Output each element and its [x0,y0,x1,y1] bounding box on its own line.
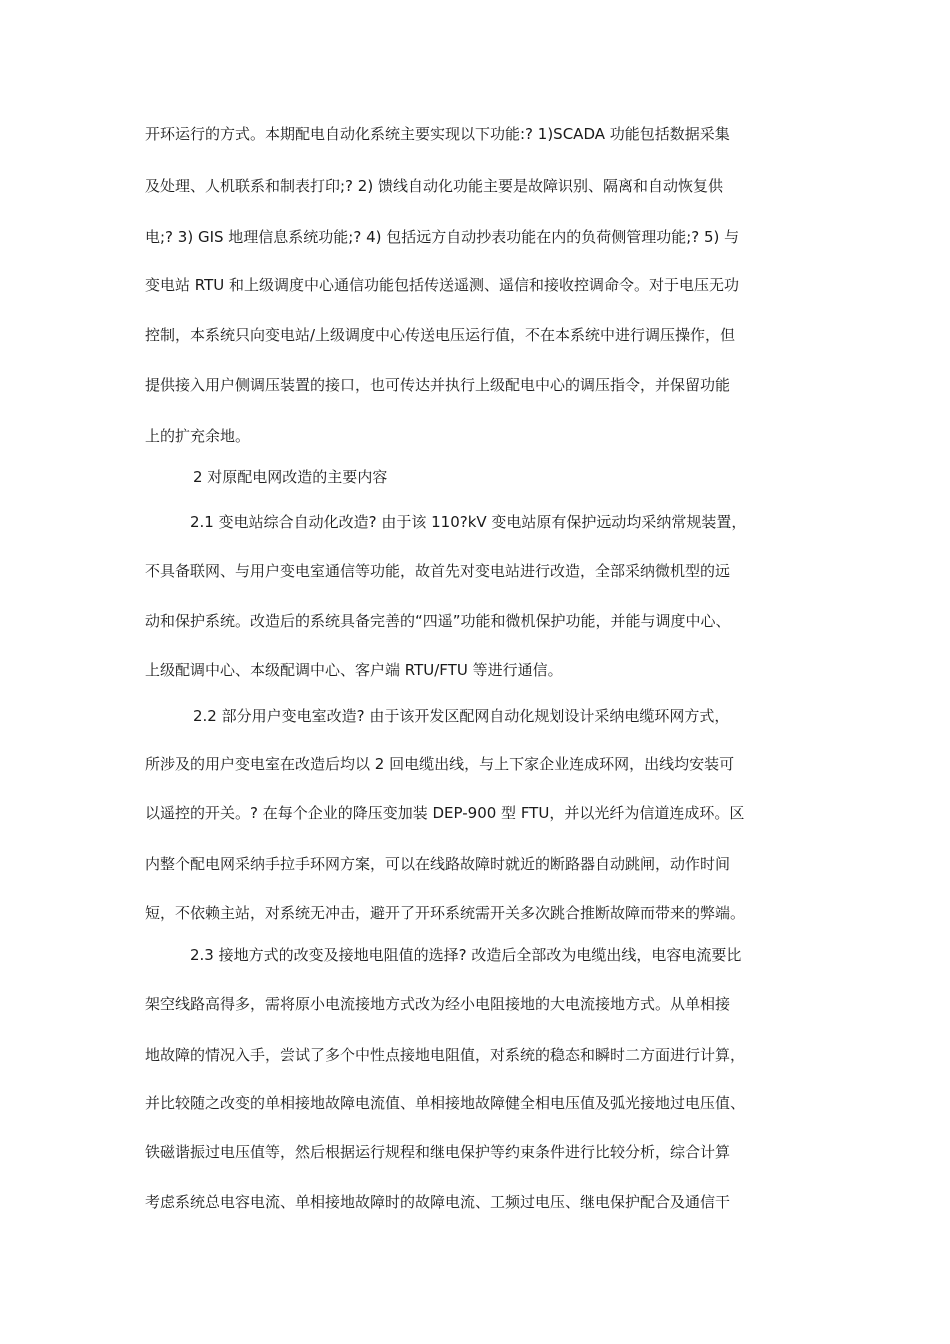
paragraph-2-3-line-6: 考虑系统总电容电流、单相接地故障时的故障电流、工频过电压、继电保护配合及通信干 [145,1193,731,1211]
paragraph-2-2-line-1: 2.2 部分用户变电室改造? 由于该开发区配网自动化规划设计采纳电缆环网方式， [193,707,730,725]
paragraph-2-3-line-4: 并比较随之改变的单相接地故障电流值、单相接地故障健全相电压值及弧光接地过电压值、 [145,1094,746,1112]
paragraph-2-1-line-2: 不具备联网、与用户变电室通信等功能，故首先对变电站进行改造，全部采纳微机型的远 [145,562,731,580]
paragraph-1-line-4: 变电站 RTU 和上级调度中心通信功能包括传送遥测、遥信和接收控调命令。对于电压无功 [145,276,740,294]
paragraph-2-1-line-4: 上级配调中心、本级配调中心、客户端 RTU/FTU 等进行通信。 [145,661,563,679]
paragraph-1-line-5: 控制，本系统只向变电站/上级调度中心传送电压运行值，不在本系统中进行调压操作，但 [145,326,736,344]
paragraph-1-line-7: 上的扩充余地。 [145,427,251,445]
paragraph-2-3-line-1: 2.3 接地方式的改变及接地电阻值的选择? 改造后全部改为电缆出线，电容电流要比 [190,946,742,964]
paragraph-1-line-2: 及处理、人机联系和制表打印;? 2) 馈线自动化功能主要是故障识别、隔离和自动恢复供 [145,177,723,195]
paragraph-1-line-6: 提供接入用户侧调压装置的接口，也可传达并执行上级配电中心的调压指令，并保留功能 [145,376,731,394]
paragraph-2-3-line-3: 地故障的情况入手，尝试了多个中性点接地电阻值，对系统的稳态和瞬时二方面进行计算， [145,1046,746,1064]
paragraph-2-2-line-5: 短，不依赖主站，对系统无冲击，避开了开环系统需开关多次跳合推断故障而带来的弊端。 [145,904,746,922]
paragraph-2-1-line-1: 2.1 变电站综合自动化改造? 由于该 110?kV 变电站原有保护远动均采纳常规装置， [190,513,747,531]
paragraph-2-1-line-3: 动和保护系统。改造后的系统具备完善的“四遥”功能和微机保护功能，并能与调度中心、 [145,612,731,630]
paragraph-2-2-line-3: 以遥控的开关。? 在每个企业的降压变加装 DEP-900 型 FTU，并以光纤为信道连成环。区 [145,804,745,822]
paragraph-2-2-line-2: 所涉及的用户变电室在改造后均以 2 回电缆出线，与上下家企业连成环网，出线均安装可 [145,755,735,773]
paragraph-1-line-3: 电;? 3) GIS 地理信息系统功能;? 4) 包括远方自动抄表功能在内的负荷侧管理功能;? 5) 与 [145,228,740,246]
paragraph-2-2-line-4: 内整个配电网采纳手拉手环网方案，可以在线路故障时就近的断路器自动跳闸，动作时间 [145,855,731,873]
paragraph-1-line-1: 开环运行的方式。本期配电自动化系统主要实现以下功能:? 1)SCADA 功能包括数据采集 [145,125,730,143]
section-heading: 2 对原配电网改造的主要内容 [193,468,388,486]
paragraph-2-3-line-5: 铁磁谐振过电压值等，然后根据运行规程和继电保护等约束条件进行比较分析，综合计算 [145,1143,731,1161]
paragraph-2-3-line-2: 架空线路高得多，需将原小电流接地方式改为经小电阻接地的大电流接地方式。从单相接 [145,995,731,1013]
